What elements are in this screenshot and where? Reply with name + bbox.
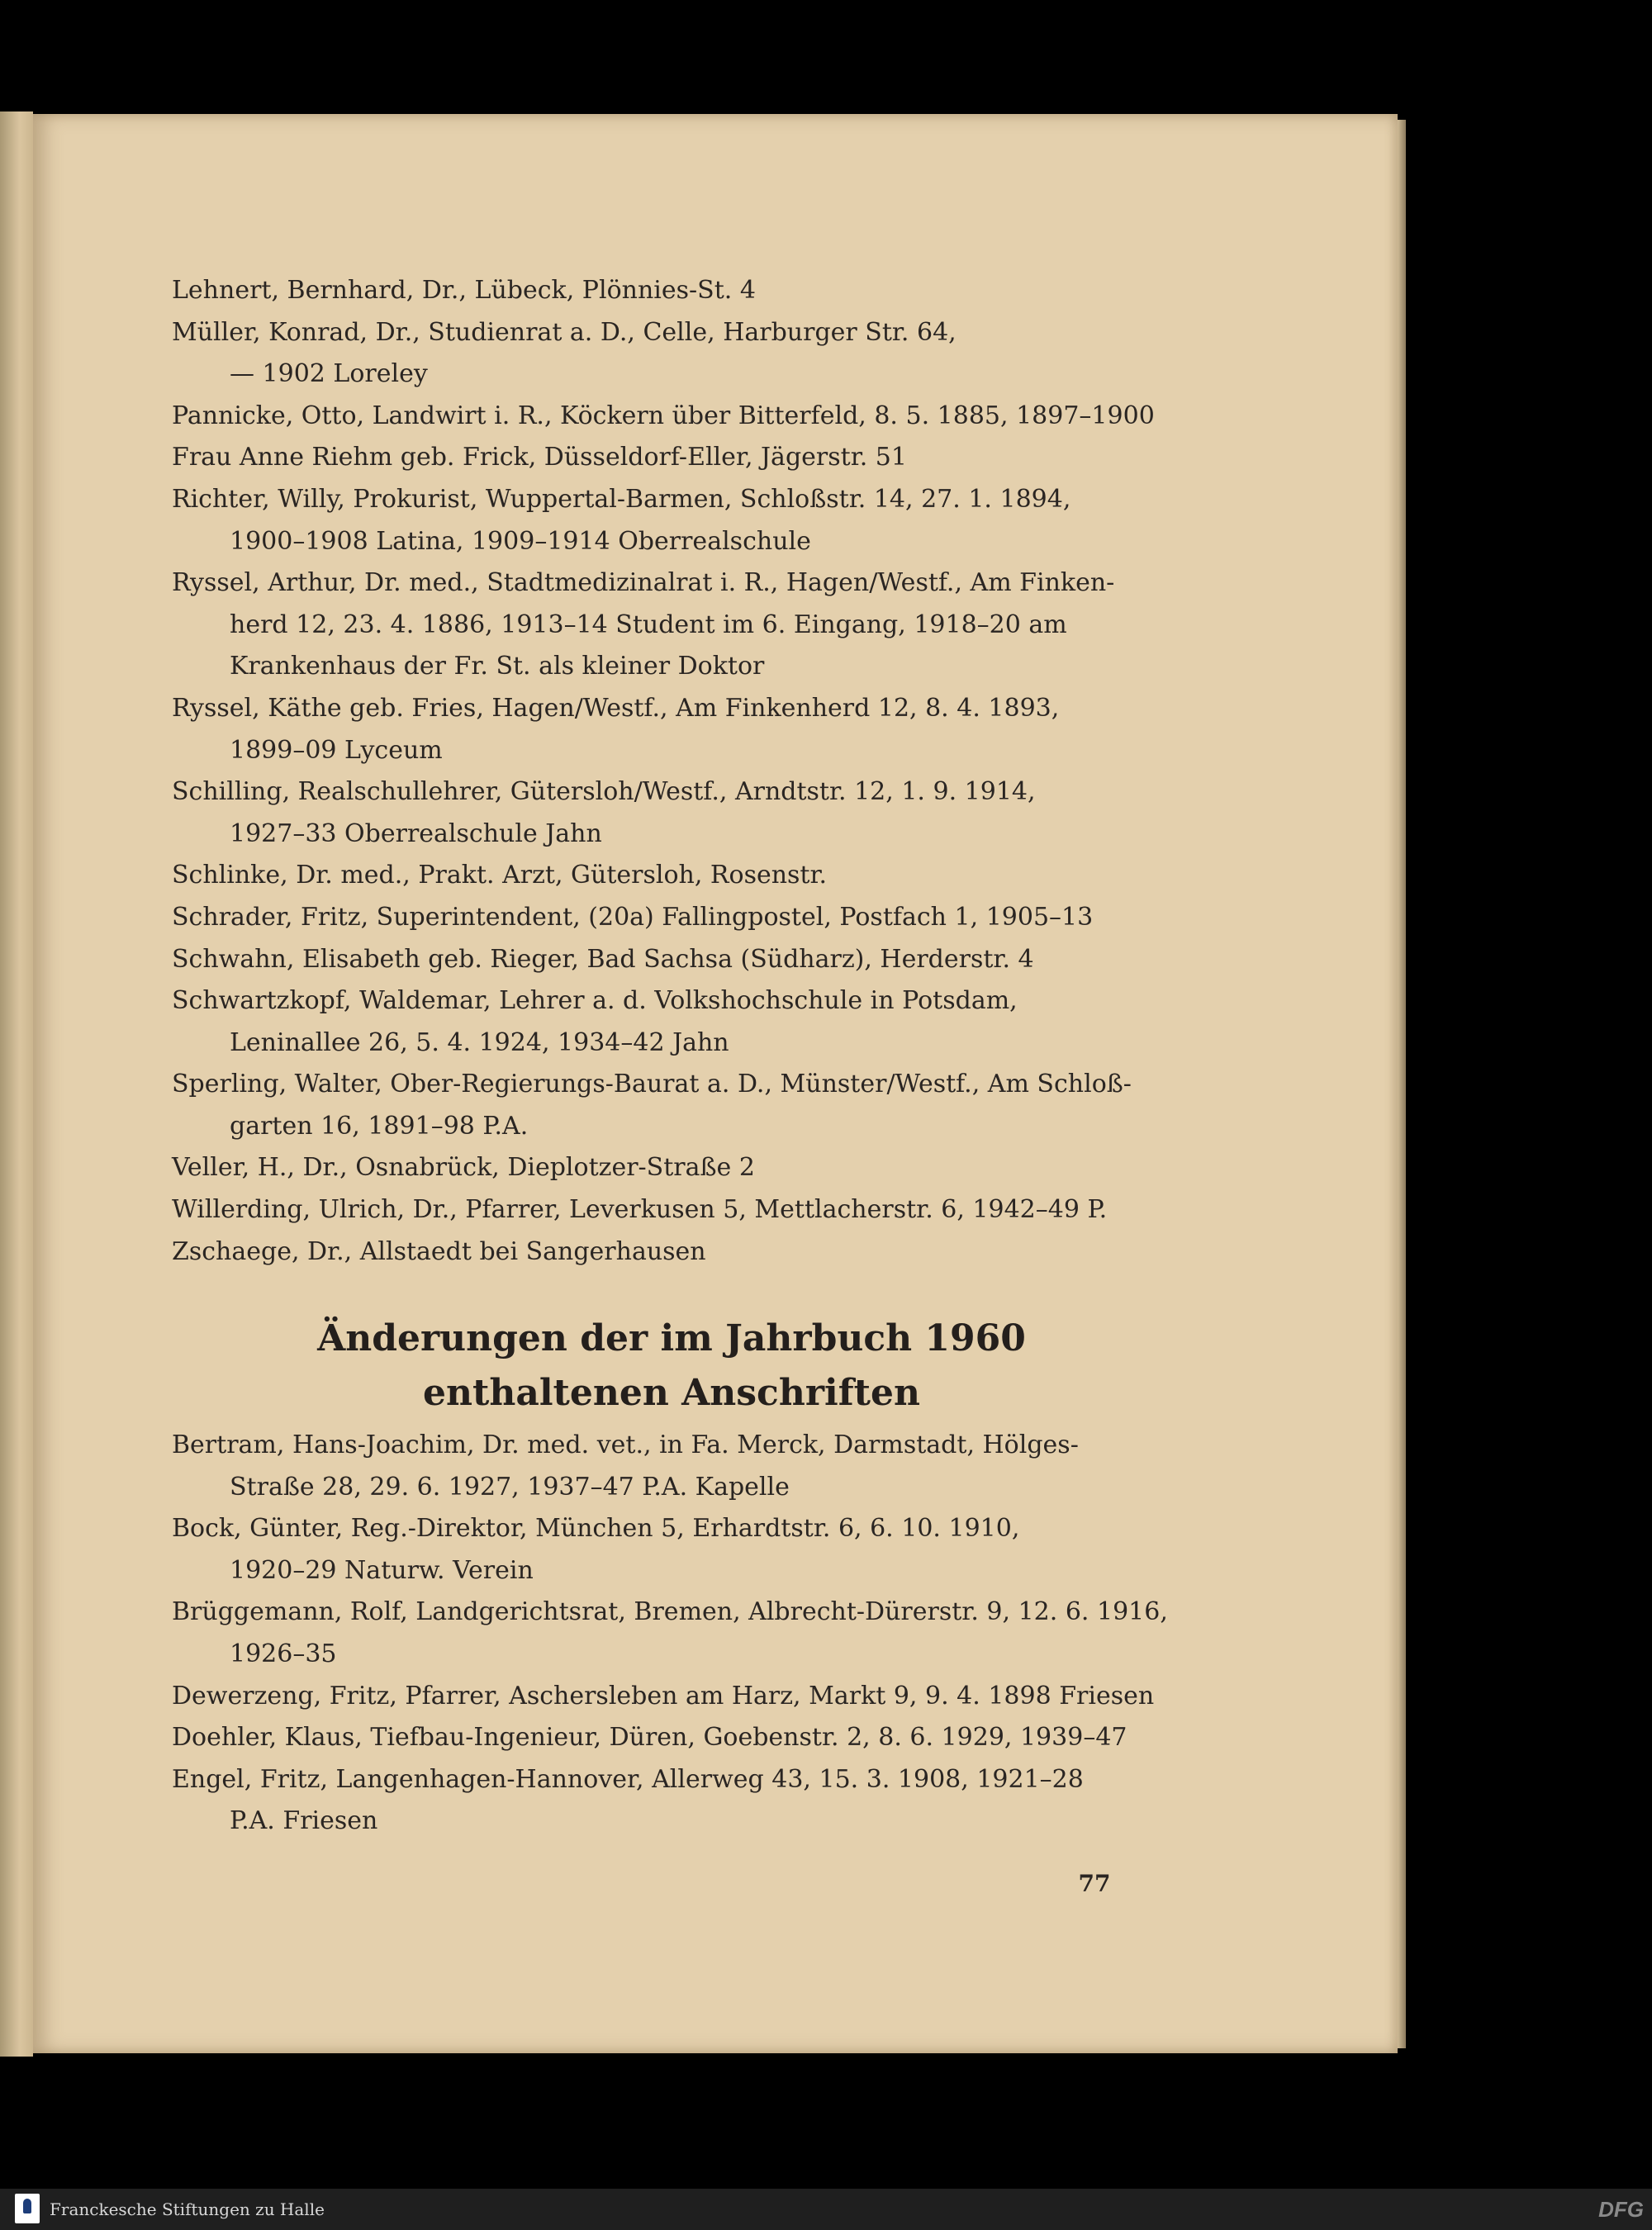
address-entry-line: Müller, Konrad, Dr., Studienrat a. D., Celle, Harburger Str. 64, bbox=[172, 317, 957, 347]
address-entry bbox=[172, 855, 1204, 897]
address-entry bbox=[172, 312, 1204, 396]
address-entry-line: Schwahn, Elisabeth geb. Rieger, Bad Sachsa (Südharz), Herderstr. 4 bbox=[172, 944, 1034, 974]
page-number: 77 bbox=[1078, 1870, 1111, 1897]
address-entry bbox=[172, 562, 1204, 688]
address-entry bbox=[172, 479, 1204, 562]
section-heading bbox=[172, 1312, 1171, 1421]
address-entry-continuation: 1900–1908 Latina, 1909–1914 Oberrealschule bbox=[230, 526, 811, 556]
address-entry bbox=[172, 688, 1204, 771]
address-entry-line: Sperling, Walter, Ober-Regierungs-Baurat a. D., Münster/Westf., Am Schloß- bbox=[172, 1070, 1132, 1099]
address-entry bbox=[172, 897, 1204, 939]
address-entry bbox=[172, 1676, 1204, 1718]
address-entry bbox=[172, 1425, 1204, 1508]
address-entry bbox=[172, 437, 1204, 479]
footer-institution-name: Franckesche Stiftungen zu Halle bbox=[50, 2199, 325, 2219]
viewer-footer-bar bbox=[0, 2189, 1652, 2230]
address-entry-line: Willerding, Ulrich, Dr., Pfarrer, Leverkusen 5, Mettlacherstr. 6, 1942–49 P. bbox=[172, 1195, 1108, 1225]
address-entry-continuation: Straße 28, 29. 6. 1927, 1937–47 P.A. Kapelle bbox=[230, 1472, 790, 1502]
address-entry bbox=[172, 1592, 1204, 1675]
address-entry-line: Dewerzeng, Fritz, Pfarrer, Aschersleben am Harz, Markt 9, 9. 4. 1898 Friesen bbox=[172, 1681, 1155, 1710]
address-entry bbox=[172, 939, 1204, 981]
address-list-changes bbox=[172, 1425, 1204, 1843]
address-entry-line: Bertram, Hans-Joachim, Dr. med. vet., in Fa. Merck, Darmstadt, Hölges- bbox=[172, 1431, 1079, 1459]
address-entry bbox=[172, 1717, 1204, 1759]
address-entry-line: Veller, H., Dr., Osnabrück, Dieplotzer-Straße 2 bbox=[172, 1153, 755, 1183]
address-entry bbox=[172, 270, 1204, 312]
footer-brand-logo: DFG bbox=[1598, 2197, 1644, 2222]
address-entry-line: Lehnert, Bernhard, Dr., Lübeck, Plönnies-St. 4 bbox=[172, 276, 756, 305]
address-entry-continuation: 1899–09 Lyceum bbox=[230, 735, 443, 765]
address-entry bbox=[172, 1231, 1204, 1274]
address-entry bbox=[172, 980, 1204, 1064]
address-entry bbox=[172, 1064, 1204, 1147]
previous-page-edge bbox=[0, 112, 33, 2057]
address-entry-line: Engel, Fritz, Langenhagen-Hannover, Allerweg 43, 15. 3. 1908, 1921–28 bbox=[172, 1764, 1084, 1794]
address-entry-line: Schlinke, Dr. med., Prakt. Arzt, Gütersloh, Rosenstr. bbox=[172, 861, 828, 890]
address-entry-line: Bock, Günter, Reg.-Direktor, München 5, Erhardtstr. 6, 6. 10. 1910, bbox=[172, 1514, 1020, 1544]
address-entry-line: Ryssel, Käthe geb. Fries, Hagen/Westf., Am Finkenherd 12, 8. 4. 1893, bbox=[172, 693, 1060, 723]
address-entry-line: Brüggemann, Rolf, Landgerichtsrat, Bremen, Albrecht-Dürerstr. 9, 12. 6. 1916, bbox=[172, 1597, 1168, 1627]
address-entry-continuation: — 1902 Loreley bbox=[230, 359, 428, 389]
address-entry-continuation: Leninallee 26, 5. 4. 1924, 1934–42 Jahn bbox=[230, 1027, 729, 1057]
address-entry-continuation: herd 12, 23. 4. 1886, 1913–14 Student im 6. Eingang, 1918–20 am bbox=[230, 610, 1067, 639]
address-entry-continuation: 1927–33 Oberrealschule Jahn bbox=[230, 818, 602, 848]
address-entry-continuation: P.A. Friesen bbox=[230, 1806, 378, 1836]
address-entry-line: Zschaege, Dr., Allstaedt bei Sangerhausen bbox=[172, 1236, 706, 1266]
address-entry-line: Frau Anne Riehm geb. Frick, Düsseldorf-Eller, Jägerstr. 51 bbox=[172, 443, 907, 472]
address-entry bbox=[172, 1147, 1204, 1189]
address-entry bbox=[172, 1508, 1204, 1592]
address-entry bbox=[172, 771, 1204, 855]
address-entry-line: Pannicke, Otto, Landwirt i. R., Köckern über Bitterfeld, 8. 5. 1885, 1897–1900 bbox=[172, 401, 1155, 430]
address-entry-line: Schilling, Realschullehrer, Gütersloh/Westf., Arndtstr. 12, 1. 9. 1914, bbox=[172, 777, 1036, 807]
address-entry-line: Ryssel, Arthur, Dr. med., Stadtmedizinalrat i. R., Hagen/Westf., Am Finken- bbox=[172, 568, 1115, 598]
address-entry-line: Richter, Willy, Prokurist, Wuppertal-Barmen, Schloßstr. 14, 27. 1. 1894, bbox=[172, 484, 1071, 514]
address-entry-line: Schrader, Fritz, Superintendent, (20a) Fallingpostel, Postfach 1, 1905–13 bbox=[172, 902, 1094, 932]
address-entry-continuation: Krankenhaus der Fr. St. als kleiner Doktor bbox=[230, 652, 765, 681]
section-heading-line-2: enthaltenen Anschriften bbox=[423, 1372, 920, 1414]
address-entry bbox=[172, 1189, 1204, 1231]
address-entry-continuation: 1926–35 bbox=[230, 1639, 337, 1668]
section-heading-line-1: Änderungen der im Jahrbuch 1960 bbox=[317, 1317, 1026, 1359]
address-entry bbox=[172, 1759, 1204, 1843]
page-edge-shadow bbox=[1398, 120, 1406, 2048]
address-entry-line: Doehler, Klaus, Tiefbau-Ingenieur, Düren, Goebenstr. 2, 8. 6. 1929, 1939–47 bbox=[172, 1723, 1127, 1753]
address-list-additions bbox=[172, 270, 1204, 1273]
address-entry bbox=[172, 396, 1204, 438]
institution-logo-icon bbox=[15, 2194, 40, 2223]
address-entry-line: Schwartzkopf, Waldemar, Lehrer a. d. Volkshochschule in Potsdam, bbox=[172, 986, 1018, 1016]
address-entry-continuation: garten 16, 1891–98 P.A. bbox=[230, 1111, 529, 1141]
address-entry-continuation: 1920–29 Naturw. Verein bbox=[230, 1555, 534, 1585]
